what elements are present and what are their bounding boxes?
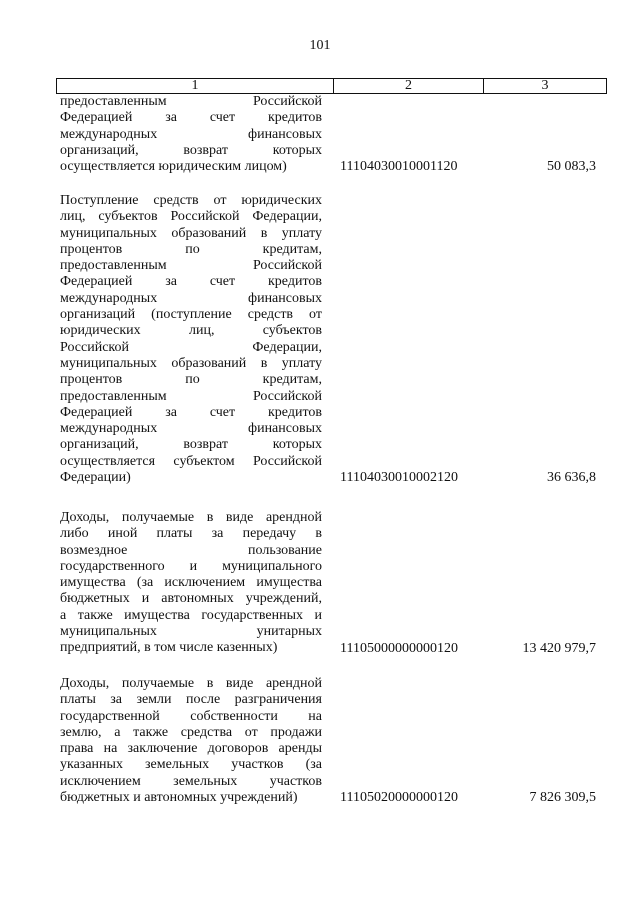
description-line: Российской Федерации, [60,339,322,355]
description-line: а также имущества государственных и [60,607,322,623]
description-line: Федерацией за счет кредитов [60,110,322,126]
description-line: процентов по кредитам, [60,241,322,257]
description-line: юридических лиц, субъектов [60,323,322,339]
header-column-1: 1 [57,79,334,93]
description-line: бюджетных и автономных учреждений, [60,591,322,607]
description-line: Поступление средств от юридических [60,193,322,208]
row-description [60,676,322,806]
budget-classification-code: 11104030010002120 [340,470,458,485]
description-line: землю, а также средства от продажи [60,724,322,740]
header-column-2: 2 [334,79,484,93]
description-line: организаций, возврат которых [60,142,322,158]
description-line: платы за земли после разграничения [60,692,322,708]
description-line: исключением земельных участков [60,773,322,789]
budget-classification-code: 11105000000000120 [340,641,458,656]
description-line: международных финансовых [60,421,322,437]
description-line: возмездное пользование [60,542,322,558]
description-line: Федерации) [60,470,131,486]
row-description [60,193,322,486]
budget-classification-code: 11104030010001120 [340,159,458,174]
description-line: организаций (поступление средств от [60,307,322,323]
description-line: Доходы, получаемые в виде арендной [60,510,322,525]
description-line: предприятий, в том числе казенных) [60,640,278,656]
description-line: осуществляется юридическим лицом) [60,159,287,175]
description-line: муниципальных образований в уплату [60,225,322,241]
description-line: международных финансовых [60,290,322,306]
description-line: международных финансовых [60,126,322,142]
header-column-3: 3 [541,78,549,93]
description-line: предоставленным Российской [60,258,322,274]
description-line: Федерацией за счет кредитов [60,404,322,420]
description-line: государственного и муниципального [60,558,322,574]
description-line: муниципальных унитарных [60,624,322,640]
description-line: бюджетных и автономных учреждений) [60,790,298,806]
row-description [60,510,322,657]
amount-value: 36 636,8 [547,470,596,485]
description-line: Доходы, получаемые в виде арендной [60,676,322,691]
description-line: осуществляется субъектом Российской [60,453,322,469]
description-line: либо иной платы за передачу в [60,526,322,542]
page-number: 101 [309,38,331,53]
row-description [60,94,322,175]
description-line: Федерацией за счет кредитов [60,274,322,290]
description-line: имущества (за исключением имущества [60,575,322,591]
description-line: указанных земельных участков (за [60,757,322,773]
amount-value: 50 083,3 [547,159,596,174]
description-line: права на заключение договоров аренды [60,741,322,757]
amount-value: 7 826 309,5 [529,790,596,805]
description-line: государственной собственности на [60,708,322,724]
description-line: муниципальных образований в уплату [60,355,322,371]
description-line: предоставленным Российской [60,388,322,404]
table-header [56,78,607,94]
description-line: процентов по кредитам, [60,372,322,388]
description-line: организаций, возврат которых [60,437,322,453]
budget-classification-code: 11105020000000120 [340,790,458,805]
amount-value: 13 420 979,7 [522,641,596,656]
description-line: лиц, субъектов Российской Федерации, [60,209,322,225]
description-line: предоставленным Российской [60,94,322,109]
